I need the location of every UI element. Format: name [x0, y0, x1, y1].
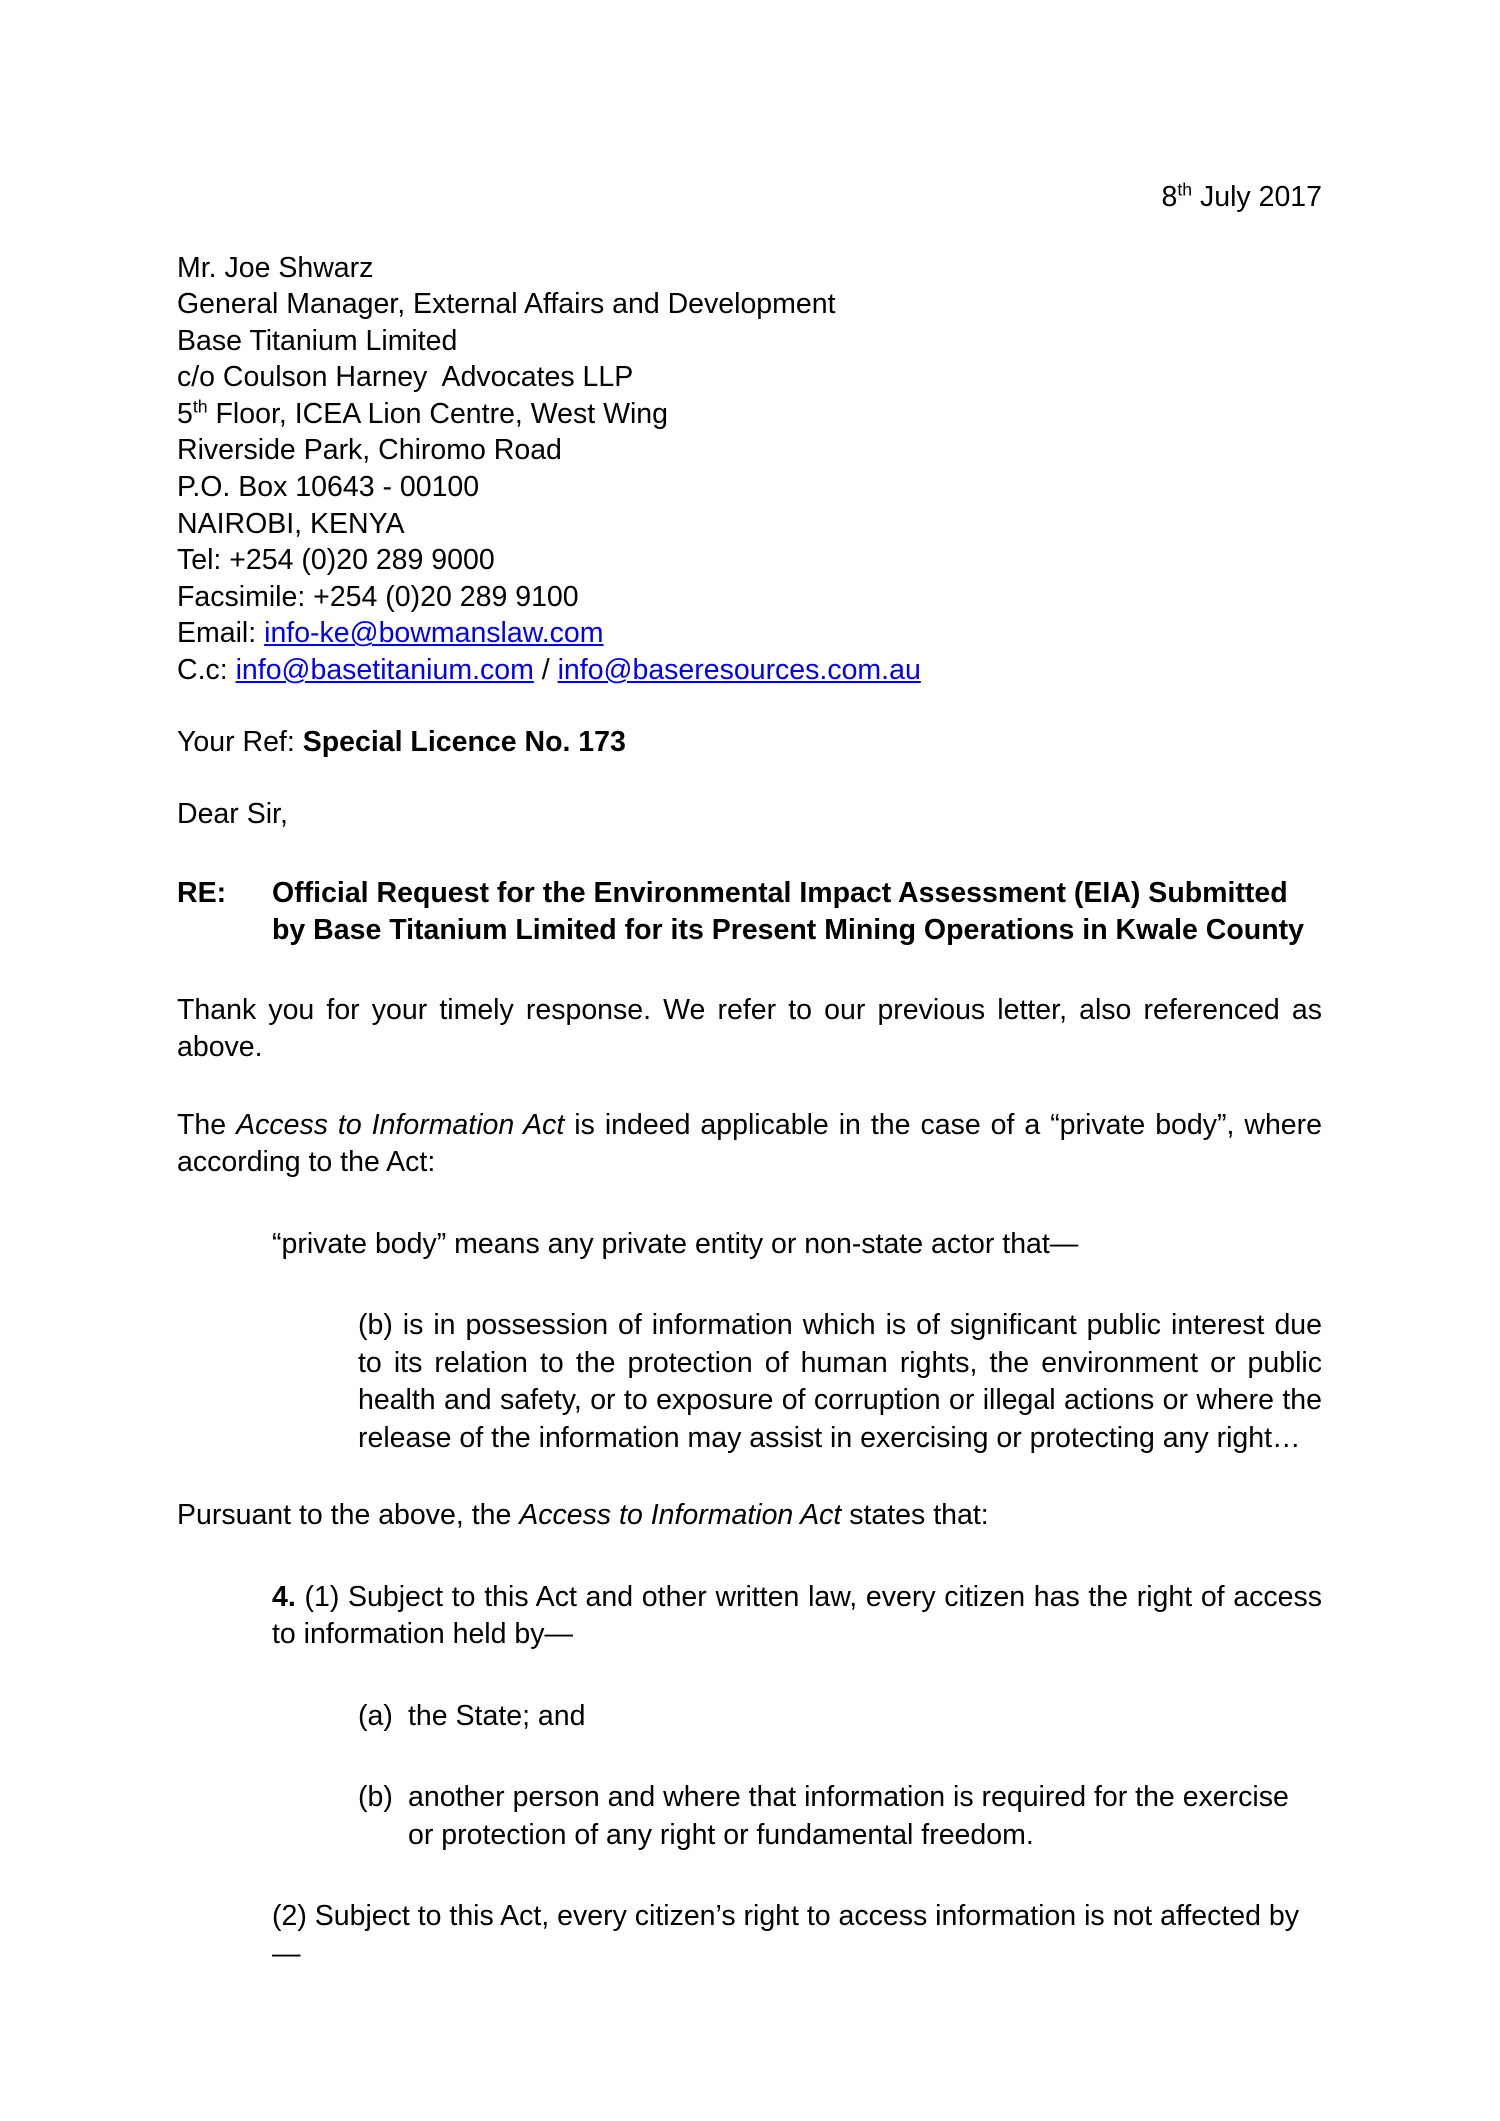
address-line-company: Base Titanium Limited	[177, 324, 458, 357]
letter-content	[177, 0, 1322, 1973]
quote-private-body-definition: “private body” means any private entity or non-state actor that—	[272, 1227, 1079, 1260]
subject-block	[177, 875, 1322, 950]
clause-4-item-b	[358, 1779, 1322, 1854]
date-day: 8	[1161, 181, 1178, 213]
clause-4-item-a-marker: (a)	[358, 1699, 393, 1732]
floor-rest: Floor, ICEA Lion Centre, West Wing	[207, 397, 669, 430]
p2-text-before: The	[177, 1108, 237, 1141]
clause-4-number: 4.	[272, 1580, 296, 1613]
date-rest: July 2017	[1192, 181, 1322, 213]
email-link[interactable]: info-ke@bowmanslaw.com	[264, 617, 604, 650]
address-line-facsimile: Facsimile: +254 (0)20 289 9100	[177, 580, 579, 613]
address-line-email	[177, 615, 1322, 652]
p3-act-title: Access to Information Act	[519, 1499, 842, 1532]
clause-4-item-b-text: another person and where that information is required for the exercise or protection of any right or fundamental freedom.	[408, 1781, 1289, 1851]
address-line-telephone: Tel: +254 (0)20 289 9000	[177, 544, 495, 577]
letter-date	[177, 179, 1322, 213]
cc-email-link-1[interactable]: info@basetitanium.com	[235, 654, 534, 687]
p3-text-before: Pursuant to the above, the	[177, 1499, 520, 1532]
p2-act-title: Access to Information Act	[236, 1108, 565, 1141]
your-ref-value: Special Licence No. 173	[302, 725, 626, 758]
clause-4-text: (1) Subject to this Act and other written law, every citizen has the right of access to information held by—	[272, 1580, 1322, 1651]
clause-4-item-a-text: the State; and	[408, 1699, 586, 1732]
clause-4-subsection-2: (2) Subject to this Act, every citizen’s right to access information is not affected by—	[272, 1900, 1300, 1970]
address-line-cc	[177, 652, 1322, 689]
cc-separator: /	[533, 654, 558, 687]
clause-4-subsection-1	[272, 1579, 1322, 1654]
paragraph-thank-you: Thank you for your timely response. We refer to our previous letter, also referenced as above.	[177, 993, 1322, 1064]
cc-label: C.c:	[177, 654, 236, 687]
address-line-title: General Manager, External Affairs and Development	[177, 288, 836, 321]
address-line-name: Mr. Joe Shwarz	[177, 251, 374, 284]
clause-4-item-a	[358, 1698, 1322, 1736]
clause-4-item-b-marker: (b)	[358, 1781, 393, 1814]
address-line-city-country: NAIROBI, KENYA	[177, 507, 405, 540]
subject-text: Official Request for the Environmental Impact Assessment (EIA) Submitted by Base Titanium Limited for its Present Mining Operations in Kwale County	[272, 876, 1304, 947]
p2-text-after: is indeed applicable in the case of a “private body”, where according to the Act:	[177, 1108, 1323, 1179]
address-line-street: Riverside Park, Chiromo Road	[177, 434, 562, 467]
cc-email-link-2[interactable]: info@baseresources.com.au	[557, 654, 921, 687]
p3-text-after: states that:	[841, 1499, 989, 1532]
date-ordinal-suffix: th	[1177, 179, 1193, 200]
paragraph-act-applicable	[177, 1107, 1322, 1182]
salutation: Dear Sir,	[177, 798, 288, 831]
quote-clause-b: (b) is in possession of information which is of significant public interest due to its relation to the protection of human rights, the environment or public health and safety, or to exposure of corruption or illegal actions or where the release of the information may assist in exercising or protecting any right…	[358, 1309, 1322, 1454]
subject-label: RE:	[177, 876, 227, 909]
floor-ordinal-suffix: th	[192, 396, 208, 417]
address-line-floor	[177, 396, 1322, 433]
recipient-address-block	[177, 250, 1322, 689]
paragraph-pursuant	[177, 1497, 1322, 1535]
floor-number: 5	[177, 397, 193, 430]
address-line-po-box: P.O. Box 10643 - 00100	[177, 471, 480, 504]
email-label: Email:	[177, 617, 265, 650]
your-ref-line	[177, 724, 1322, 761]
address-line-care-of: c/o Coulson Harney Advocates LLP	[177, 361, 634, 394]
your-ref-label: Your Ref:	[177, 725, 303, 758]
